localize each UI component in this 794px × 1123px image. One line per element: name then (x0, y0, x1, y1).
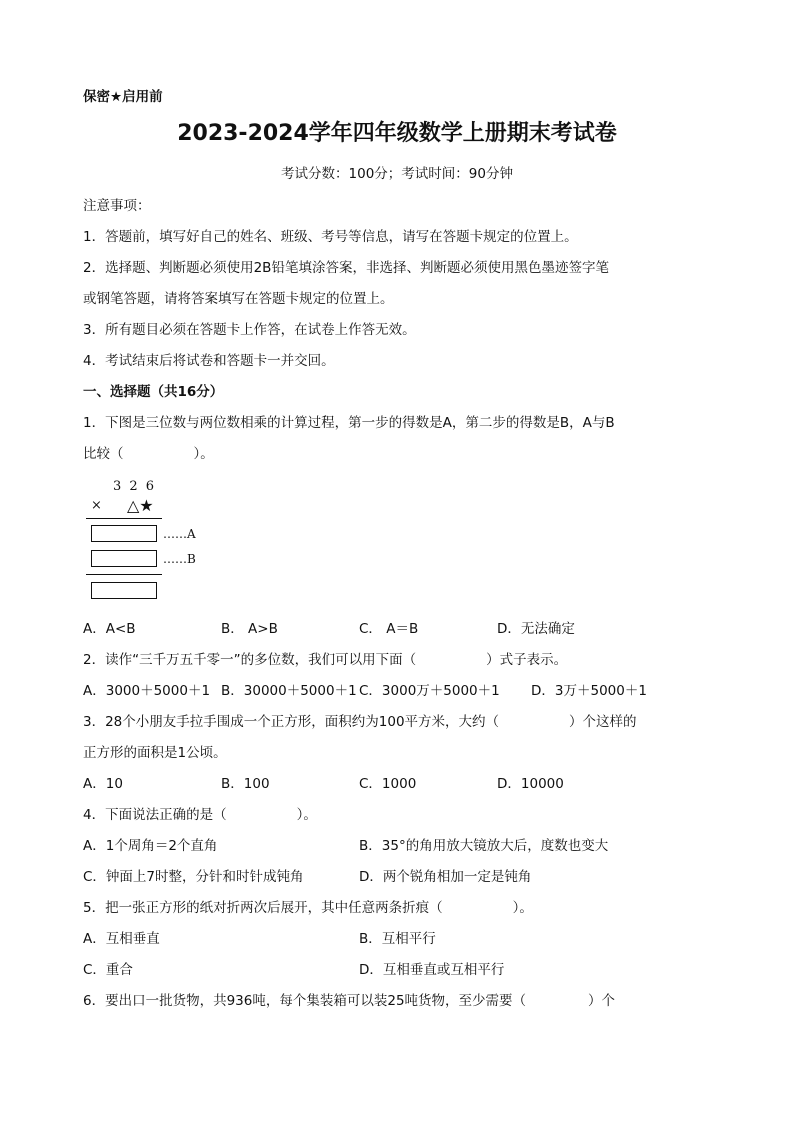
option-c: C．1000 (359, 776, 417, 792)
question-5-stem: 5．把一张正方形的纸对折两次后展开，其中任意两条折痕（ ）。 (83, 900, 533, 916)
option-b: B．30000＋5000＋1 (221, 683, 357, 699)
option-d: D．3万＋5000＋1 (531, 683, 647, 699)
times-sign: × (91, 498, 102, 513)
option-a: A．互相垂直 (83, 931, 160, 947)
option-c: C．3000万＋5000＋1 (359, 683, 500, 699)
exam-info: 考试分数：100分；考试时间：90分钟 (281, 166, 513, 182)
option-a: A．1个周角＝2个直角 (83, 838, 218, 854)
note-item: 2．选择题、判断题必须使用2B铅笔填涂答案，非选择、判断题必须使用黑色墨迹签字笔 (83, 260, 609, 276)
option-c: C．重合 (83, 962, 133, 978)
step-a-box (91, 525, 157, 542)
multiplication-figure (83, 476, 243, 606)
step-b-label: ……B (163, 552, 196, 566)
note-item: 1．答题前，填写好自己的姓名、班级、考号等信息，请写在答题卡规定的位置上。 (83, 229, 578, 245)
result-box (91, 582, 157, 599)
option-c: C．钟面上7时整，分针和时针成钝角 (83, 869, 304, 885)
product-rule (86, 518, 162, 519)
sum-rule (86, 574, 162, 575)
question-6-stem: 6．要出口一批货物，共936吨，每个集装箱可以装25吨货物，至少需要（ ）个 (83, 993, 616, 1009)
option-d: D．两个锐角相加一定是钝角 (359, 869, 532, 885)
step-a-label: ……A (163, 527, 196, 541)
option-b: B． A>B (221, 621, 278, 637)
option-a: A．10 (83, 776, 123, 792)
note-item: 4．考试结束后将试卷和答题卡一并交回。 (83, 353, 335, 369)
option-b: B．35°的角用放大镜放大后，度数也变大 (359, 838, 609, 854)
step-b-box (91, 550, 157, 567)
option-c: C． A＝B (359, 621, 419, 637)
section-heading: 一、选择题（共16分） (83, 384, 224, 400)
notes-heading: 注意事项： (83, 198, 151, 214)
option-d: D．互相垂直或互相平行 (359, 962, 505, 978)
question-3-stem-2: 正方形的面积是1公顷。 (83, 745, 227, 761)
note-item: 3．所有题目必须在答题卡上作答，在试卷上作答无效。 (83, 322, 416, 338)
option-a: A．A<B (83, 621, 136, 637)
question-2-stem: 2．读作“三千万五千零一”的多位数，我们可以用下面（ ）式子表示。 (83, 652, 568, 668)
option-a: A．3000＋5000＋1 (83, 683, 211, 699)
option-d: D．10000 (497, 776, 564, 792)
question-3-stem: 3．28个小朋友手拉手围成一个正方形，面积约为100平方米，大约（ ）个这样的 (83, 714, 637, 730)
page-title: 2023-2024学年四年级数学上册期末考试卷 (177, 121, 617, 146)
question-1-stem: 1．下图是三位数与两位数相乘的计算过程，第一步的得数是A，第二步的得数是B，A与B (83, 415, 615, 431)
question-1-stem-2: 比较（ ）。 (83, 446, 214, 462)
question-4-stem: 4．下面说法正确的是（ ）。 (83, 807, 317, 823)
note-item: 或钢笔答题，请将答案填写在答题卡规定的位置上。 (83, 291, 394, 307)
option-b: B．互相平行 (359, 931, 436, 947)
multiplier-symbols: △★ (127, 496, 154, 515)
multiplicand: 3 2 6 (113, 479, 157, 494)
confidential-mark: 保密★启用前 (83, 89, 163, 105)
option-d: D．无法确定 (497, 621, 575, 637)
option-b: B．100 (221, 776, 270, 792)
